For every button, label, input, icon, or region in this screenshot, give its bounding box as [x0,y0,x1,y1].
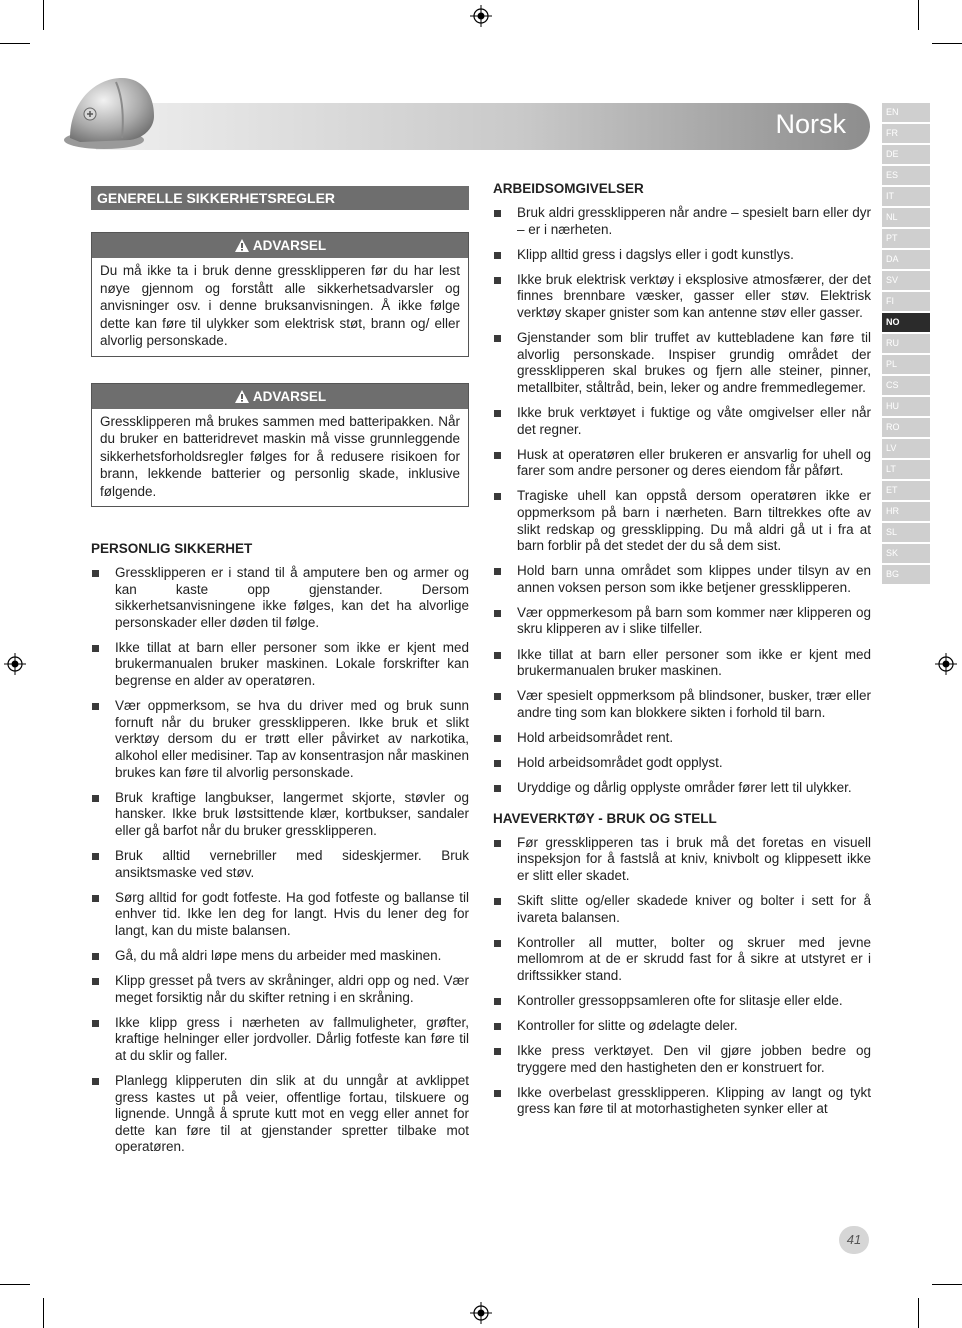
safety-helmet-icon [60,72,160,154]
crop-mark [43,0,44,30]
registration-mark-icon [470,1302,492,1324]
registration-mark-icon [935,653,957,675]
list-item: Vær spesielt oppmerksom på blindsoner, busker, trær eller andre ting som kan blokkere sikten i forhold til barn. [493,688,871,721]
registration-mark-icon [4,653,26,675]
list-item: Ikke tillat at barn eller personer som ikke er kjent med brukermanualen bruker maskinen. Lokale forskrifter kan begrense en alder av operatøren. [91,640,469,690]
page-number: 41 [839,1226,869,1254]
list-item: Sørg alltid for godt fotfeste. Ha god fotfeste og ballanse til enhver tid. Ikke len deg for langt. Hvis du lener deg for langt, kan du miste balansen. [91,890,469,940]
warning-text: Du må ikke ta i bruk denne gressklipperen før du har lest nøye gjennom og forstått alle sikkerhetsadvarsler og anvisninger osv. i denne bruksanvisningen. Å ikke følge dette kan føre til ulykker som elektrisk støt, brann og/ eller alvorlig personskade. [100,263,460,348]
section-heading: GENERELLE SIKKERHETSREGLER [91,186,469,210]
list-item: Hold arbeidsområdet rent. [493,730,871,747]
personal-safety-list [91,565,469,1156]
language-tab-nl[interactable]: NL [882,208,930,227]
language-tab-lv[interactable]: LV [882,439,930,458]
list-item: Vær oppmerksom, se hva du driver med og bruk sunn fornuft når du bruker gressklipperen. Ikke bruk et slikt verktøy dersom du er trøtt eller påvirket av narkotika, alkohol eller medisiner. Tap av konsentrasjon når maskinen brukes kan føre til alvorlig personskade. [91,698,469,781]
crop-mark [918,0,919,30]
list-item: Kontroller for slitte og ødelagte deler. [493,1018,871,1035]
crop-mark [932,1284,962,1285]
language-tab-ro[interactable]: RO [882,418,930,437]
list-item: Klipp gresset på tvers av skråninger, aldri opp og ned. Vær meget forsiktig når du skifter retning i en skråning. [91,973,469,1006]
list-item: Før gressklipperen tas i bruk må det foretas en visuell inspeksjon for å fastslå at kniv, knivbolt og klippesett ikke er slitt eller skadet. [493,835,871,885]
crop-mark [918,1298,919,1328]
warning-text: Gressklipperen må brukes sammen med batteripakken. Når du bruker en batteridrevet maskin må visse grunnleggende sikkerhetsforholdsregler følges for å redusere risikoen for brann, lekkende batterier og personlig skade, inklusive følgende. [100,413,460,499]
list-item: Klipp alltid gress i dagslys eller i godt kunstlys. [493,247,871,264]
language-tab-bg[interactable]: BG [882,565,930,584]
language-tab-fr[interactable]: FR [882,124,930,143]
warning-label: ADVARSEL [252,388,327,404]
list-item: Ikke overbelast gressklipperen. Klipping av langt og tykt gress kan føre til at motorhastigheten synker eller at [493,1085,871,1118]
language-tab-sv[interactable]: SV [882,271,930,290]
list-item: Ikke tillat at barn eller personer som ikke er kjent med brukermanualen bruker maskinen. [493,647,871,680]
list-item: Kontroller all mutter, bolter og skruer med jevne mellomrom at de er skrudd fast for å sikre at utstyret er i driftssikker stand. [493,935,871,985]
crop-mark [932,43,962,44]
garden-tools-list [493,835,871,1118]
language-tab-en[interactable]: EN [882,103,930,122]
warning-box [91,383,469,508]
list-item: Uryddige og dårlig opplyste områder fører lett til ulykker. [493,780,871,797]
list-item: Tragiske uhell kan oppstå dersom operatøren ikke er oppmerksom på barn i nærheten. Barn tiltrekkes ofte av slikt redskap og gressklipping. Du må aldri gå ut i fra at barn forblir på det stedet der du så dem sist. [493,488,871,554]
page-title: Norsk [775,109,846,139]
work-environment-list [493,205,871,797]
warning-header [92,233,468,258]
warning-triangle-icon [234,238,250,253]
list-item: Bruk alltid vernebriller med sideskjermer. Bruk ansiktsmaske ved støv. [91,848,469,881]
warning-box [91,232,469,357]
language-tab-sl[interactable]: SL [882,523,930,542]
language-tab-hr[interactable]: HR [882,502,930,521]
list-item: Husk at operatøren eller brukeren er ansvarlig for uhell og farer som andre personer og deres eiendom får påført. [493,447,871,480]
language-tab-es[interactable]: ES [882,166,930,185]
list-item: Gjenstander som blir truffet av kuttebladene kan føre til alvorlig personskade. Inspiser grundig området der gressklipperen skal brukes og fjern alle steiner, pinner, metallbiter, ståltråd, bein, leker og andre fremmedlegemer. [493,330,871,396]
list-item: Ikke bruk elektrisk verktøy i eksplosive atmosfærer, der det finnes brennbare væsker, gasser eller støv. Elektrisk verktøy skaper gnister som kan antenne støv eller gasser. [493,272,871,322]
subheading: HAVEVERKTØY - BRUK OG STELL [493,810,717,826]
language-tab-ru[interactable]: RU [882,334,930,353]
list-item: Hold barn unna området som klippes under tilsyn av en annen voksen person som ikke betjener gressklipperen. [493,563,871,596]
list-item: Gressklipperen er i stand til å amputere ben og armer og kan kaste opp gjenstander. Dersom sikkerhetsanvisningene ikke følges, kan det ha alvorlige personskader eller døden til følge. [91,565,469,631]
header-band [96,103,870,150]
list-item: Ikke klipp gress i nærheten av fallmuligheter, grøfter, kraftige helninger eller jordvoller. Dårlig fotfeste kan føre til at du sklir og faller. [91,1015,469,1065]
right-column [493,181,871,1127]
warning-triangle-icon [234,389,250,404]
list-item: Bruk kraftige langbukser, langermet skjorte, støvler og hansker. Ikke bruk løstsittende klær, kortbukser, sandaler eller gå barfot når du bruker gressklipperen. [91,790,469,840]
language-tab-cs[interactable]: CS [882,376,930,395]
crop-mark [0,1284,30,1285]
list-item: Kontroller gressoppsamleren ofte for slitasje eller elde. [493,993,871,1010]
language-tabs [882,103,930,586]
language-tab-sk[interactable]: SK [882,544,930,563]
list-item: Vær oppmerkesom på barn som kommer nær klipperen og skru klipperen av i slike tilfeller. [493,605,871,638]
left-column [91,186,469,1164]
subheading: PERSONLIG SIKKERHET [91,541,253,556]
language-tab-de[interactable]: DE [882,145,930,164]
list-item: Ikke press verktøyet. Den vil gjøre jobben bedre og tryggere med den hastigheten den er konstruert for. [493,1043,871,1076]
list-item: Ikke bruk verktøyet i fuktige og våte omgivelser eller når det regner. [493,405,871,438]
language-tab-pl[interactable]: PL [882,355,930,374]
language-tab-da[interactable]: DA [882,250,930,269]
crop-mark [43,1298,44,1328]
language-tab-no[interactable]: NO [882,313,930,332]
warning-label: ADVARSEL [252,238,327,253]
subheading: ARBEIDSOMGIVELSER [493,181,644,196]
language-tab-fi[interactable]: FI [882,292,930,311]
language-tab-lt[interactable]: LT [882,460,930,479]
list-item: Hold arbeidsområdet godt opplyst. [493,755,871,772]
list-item: Gå, du må aldri løpe mens du arbeider med maskinen. [91,948,469,965]
language-tab-pt[interactable]: PT [882,229,930,248]
crop-mark [0,43,30,44]
registration-mark-icon [470,5,492,27]
list-item: Planlegg klipperuten din slik at du unngår at avklippet gress kastes ut på veier, offentlige fortau, tilskuere og lignende. Unngå å sprute kutt mot en vegg eller annet for dette kan føre til at gjenstander spretter tilbake mot operatøren. [91,1073,469,1156]
warning-header [92,384,468,409]
language-tab-hu[interactable]: HU [882,397,930,416]
language-tab-it[interactable]: IT [882,187,930,206]
list-item: Skift slitte og/eller skadede kniver og bolter i sett for å ivareta balansen. [493,893,871,926]
language-tab-et[interactable]: ET [882,481,930,500]
list-item: Bruk aldri gressklipperen når andre – spesielt barn eller dyr – er i nærheten. [493,205,871,238]
